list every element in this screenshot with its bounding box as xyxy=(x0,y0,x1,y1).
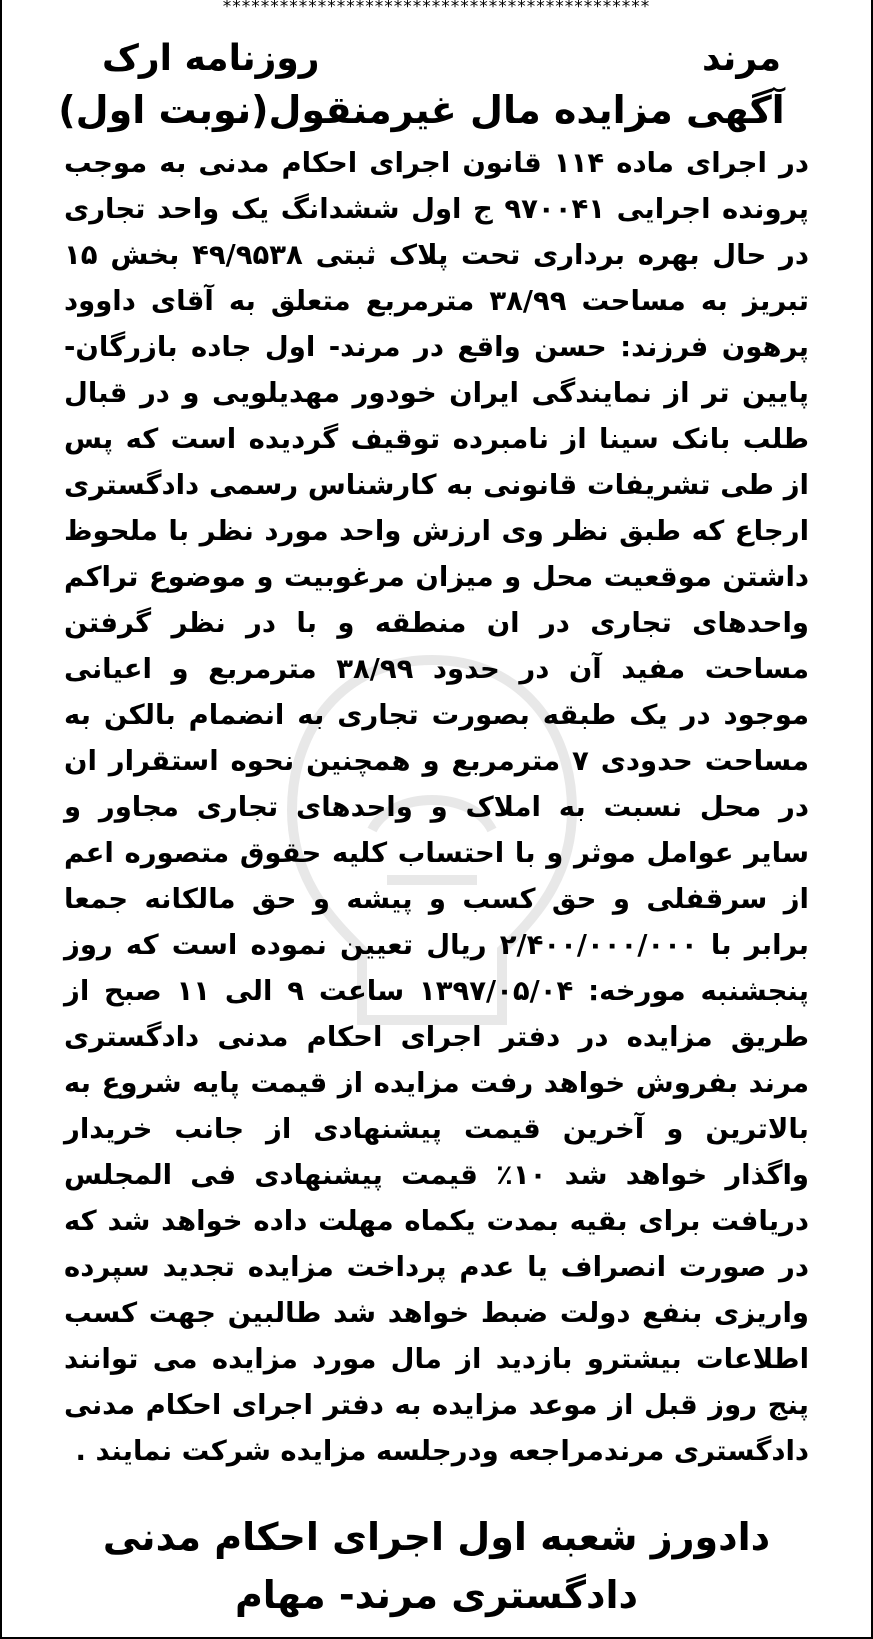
star-border-divider: ********************************************* xyxy=(222,0,651,17)
notice-body: در اجرای ماده ۱۱۴ قانون اجرای احکام مدنی به موجب پرونده اجرایی ۹۷۰۰۴۱ ج اول ششدانگ یک واحد تجاری در حال بهره برداری تحت پلاک ثبتی ۴۹/۹۵۳۸ بخش ۱۵ تبریز به مساحت ۳۸/۹۹ مترمربع متعلق به آقای داوود پرهون فرزند: حسن واقع در مرند- اول جاده بازرگان- پایین تر از نمایندگی ایران خودور مهدیلویی و در قبال طلب بانک سینا از نامبرده توقیف گردیده است که پس از طی تشریفات قانونی به کارشناس رسمی دادگستری ارجاع که طبق نظر وی ارزش واحد مورد نظر با ملحوظ داشتن موقعیت محل و میزان مرغوبیت و موضوع تراکم واحدهای تجاری در ان منطقه و با در نظر گرفتن مساحت مفید آن در حدود ۳۸/۹۹ مترمربع و اعیانی موجود در یک طبقه بصورت تجاری به انضمام بالکن به مساحت حدودی ۷ مترمربع و همچنین نحوه استقرار ان در محل نسبت به املاک و واحدهای تجاری مجاور و سایر عوامل موثر و با احتساب کلیه حقوق متصوره اعم از سرقفلی و حق کسب و پیشه و حق مالکانه جمعا برابر با ۲/۴۰۰/۰۰۰/۰۰۰ ریال تعیین نموده است که روز پنجشنبه مورخه: ۱۳۹۷/۰۵/۰۴ ساعت ۹ الی ۱۱ صبح از طریق مزایده در دفتر اجرای احکام مدنی دادگستری مرند بفروش خواهد رفت مزایده از قیمت پایه شروع به بالاترین و آخرین قیمت پیشنهادی از جانب خریدار واگذار خواهد شد ۱۰٪ قیمت پیشنهادی فی المجلس دریافت برای بقیه بمدت یکماه مهلت داده خواهد شد که در صورت انصراف یا عدم پرداخت مزایده تجدید سپرده واریزی بنفع دولت ضبط خواهد شد طالبین جهت کسب اطلاعات بیشترو بازدید از مال مورد مزایده می توانند پنج روز قبل از موعد مزایده به دفتر اجرای احکام مدنی دادگستری مرندمراجعه ودرجلسه مزایده شرکت نمایند . xyxy=(64,147,809,1467)
city-name: مرند xyxy=(702,38,781,79)
signature-block xyxy=(42,1508,831,1624)
signatory-office: دادگستری مرند- مهام xyxy=(234,1573,639,1617)
signatory-title: دادورز شعبه اول اجرای احکام مدنی xyxy=(102,1515,771,1559)
masthead xyxy=(2,36,871,82)
notice-title: آگهی مزایده مال غیرمنقول(نوبت اول) xyxy=(58,88,785,132)
newspaper-name: روزنامه ارک xyxy=(102,38,320,79)
